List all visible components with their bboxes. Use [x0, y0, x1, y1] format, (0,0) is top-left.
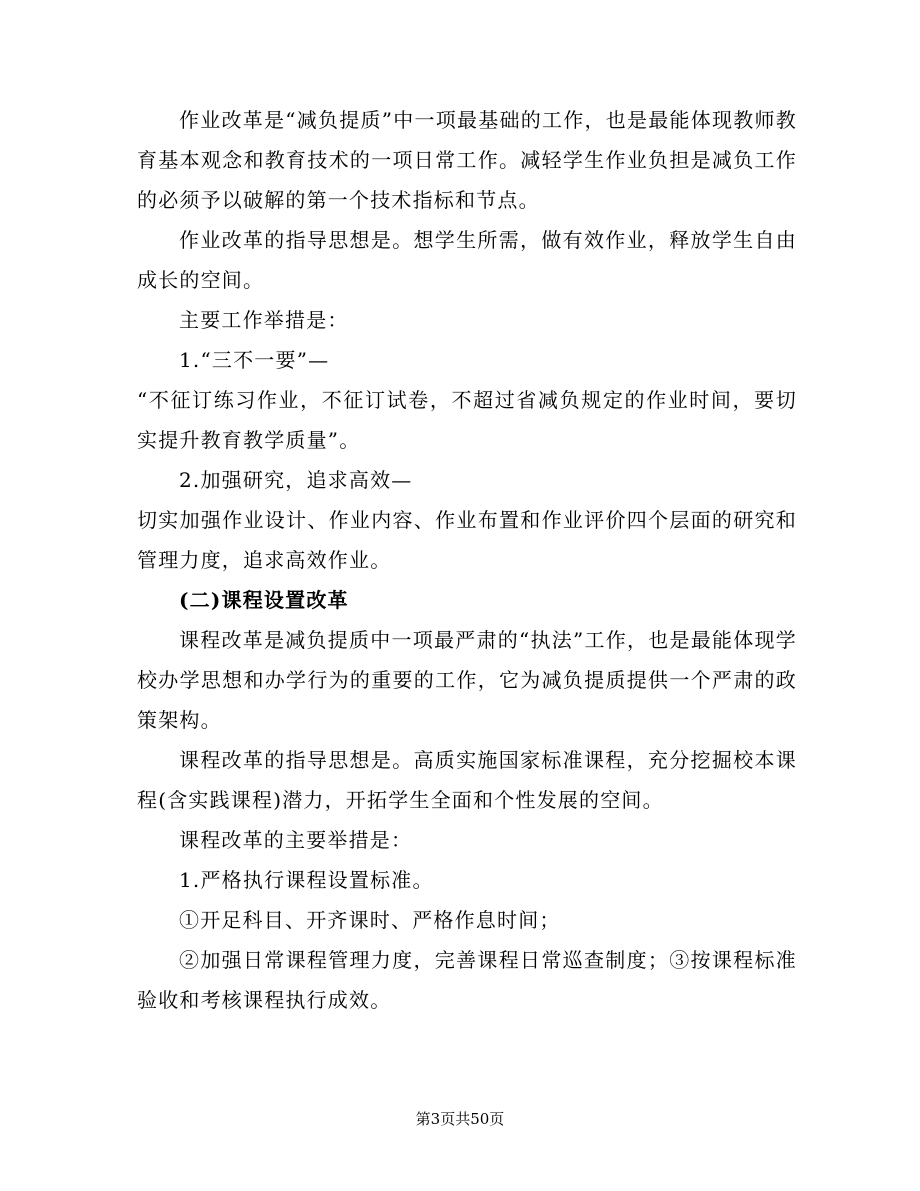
paragraph-main-measures: 主要工作举措是：	[179, 308, 349, 332]
section-heading-curriculum-reform: (二)课程设置改革	[179, 588, 349, 612]
document-body	[137, 100, 797, 1020]
page-number-footer: 第3页共50页	[415, 1110, 505, 1128]
list-item-three-nos-one-must: 1.“三不一要”—	[179, 348, 330, 372]
paragraph-three-nos-detail: “不征订练习作业，不征订试卷，不超过省减负规定的作业时间，要切实提升教育教学质量”。	[137, 388, 797, 452]
list-item-management-inspection: ②加强日常课程管理力度，完善课程日常巡查制度；③按课程标准验收和考核课程执行成效。	[137, 948, 797, 1012]
paragraph-homework-reform-intro: 作业改革是“减负提质”中一项最基础的工作，也是最能体现教师教育基本观念和教育技术的一项日常工作。减轻学生作业负担是减负工作的必须予以破解的第一个技术指标和节点。	[137, 108, 797, 212]
paragraph-curriculum-reform-intro: 课程改革是减负提质中一项最严肃的“执法”工作，也是最能体现学校办学思想和办学行为的重要的工作，它为减负提质提供一个严肃的政策架构。	[137, 628, 797, 732]
paragraph-research-detail: 切实加强作业设计、作业内容、作业布置和作业评价四个层面的研究和管理力度，追求高效作业。	[137, 508, 797, 572]
paragraph-homework-guiding-idea: 作业改革的指导思想是。想学生所需，做有效作业，释放学生自由成长的空间。	[137, 228, 797, 292]
list-item-strict-curriculum-standard: 1.严格执行课程设置标准。	[179, 868, 434, 892]
list-item-strengthen-research: 2.加强研究，追求高效—	[179, 468, 413, 492]
paragraph-curriculum-measures: 课程改革的主要举措是：	[179, 828, 413, 852]
list-item-subjects-hours: ①开足科目、开齐课时、严格作息时间；	[179, 908, 561, 932]
paragraph-curriculum-guiding-idea: 课程改革的指导思想是。高质实施国家标准课程，充分挖掘校本课程(含实践课程)潜力，开拓学生全面和个性发展的空间。	[137, 748, 797, 812]
